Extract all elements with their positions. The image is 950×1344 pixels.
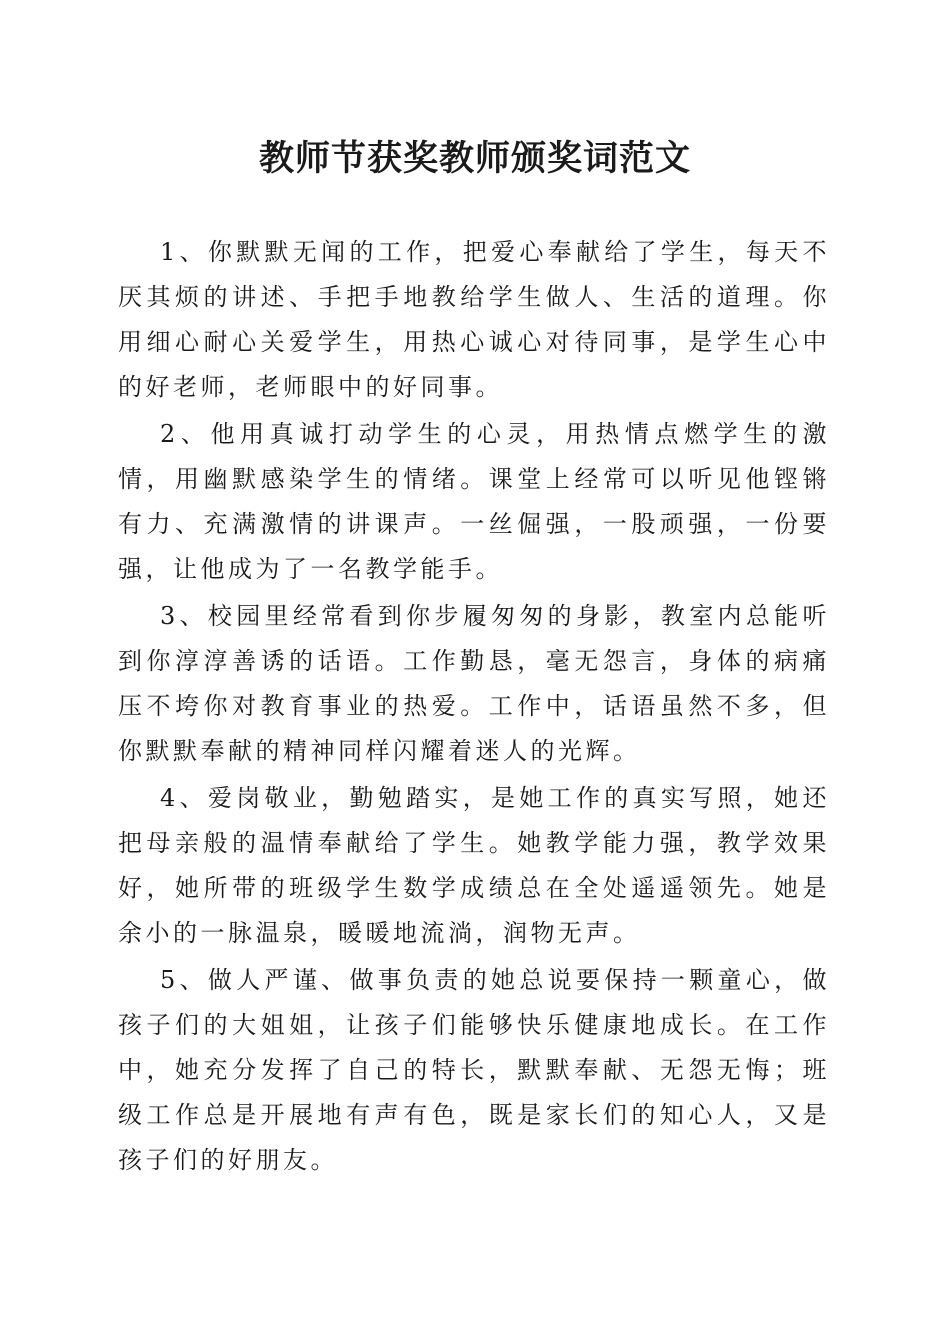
document-body (118, 230, 830, 1185)
paragraph-3: 3、校园里经常看到你步履匆匆的身影，教室内总能听到你淳淳善诱的话语。工作勤恳，毫无怨言，身体的病痛压不垮你对教育事业的热爱。工作中，话语虽然不多，但你默默奉献的精神同样闪耀着迷人的光辉。 (118, 602, 830, 765)
paragraph-1: 1、你默默无闻的工作，把爱心奉献给了学生，每天不厌其烦的讲述、手把手地教给学生做人、生活的道理。你用细心耐心关爱学生，用热心诚心对待同事，是学生心中的好老师，老师眼中的好同事。 (118, 238, 830, 401)
paragraph-2: 2、他用真诚打动学生的心灵，用热情点燃学生的激情，用幽默感染学生的情绪。课堂上经常可以听见他铿锵有力、充满激情的讲课声。一丝倔强，一股顽强，一份要强，让他成为了一名教学能手。 (118, 420, 830, 583)
paragraph-4: 4、爱岗敬业，勤勉踏实，是她工作的真实写照，她还把母亲般的温情奉献给了学生。她教学能力强，教学效果好，她所带的班级学生数学成绩总在全处遥遥领先。她是余小的一脉温泉，暖暖地流淌，润物无声。 (118, 784, 830, 947)
document-title: 教师节获奖教师颁奖词范文 (258, 138, 691, 179)
paragraph-5: 5、做人严谨、做事负责的她总说要保持一颗童心，做孩子们的大姐姐，让孩子们能够快乐健康地成长。在工作中，她充分发挥了自己的特长，默默奉献、无怨无悔；班级工作总是开展地有声有色，既是家长们的知心人，又是孩子们的好朋友。 (118, 966, 830, 1174)
